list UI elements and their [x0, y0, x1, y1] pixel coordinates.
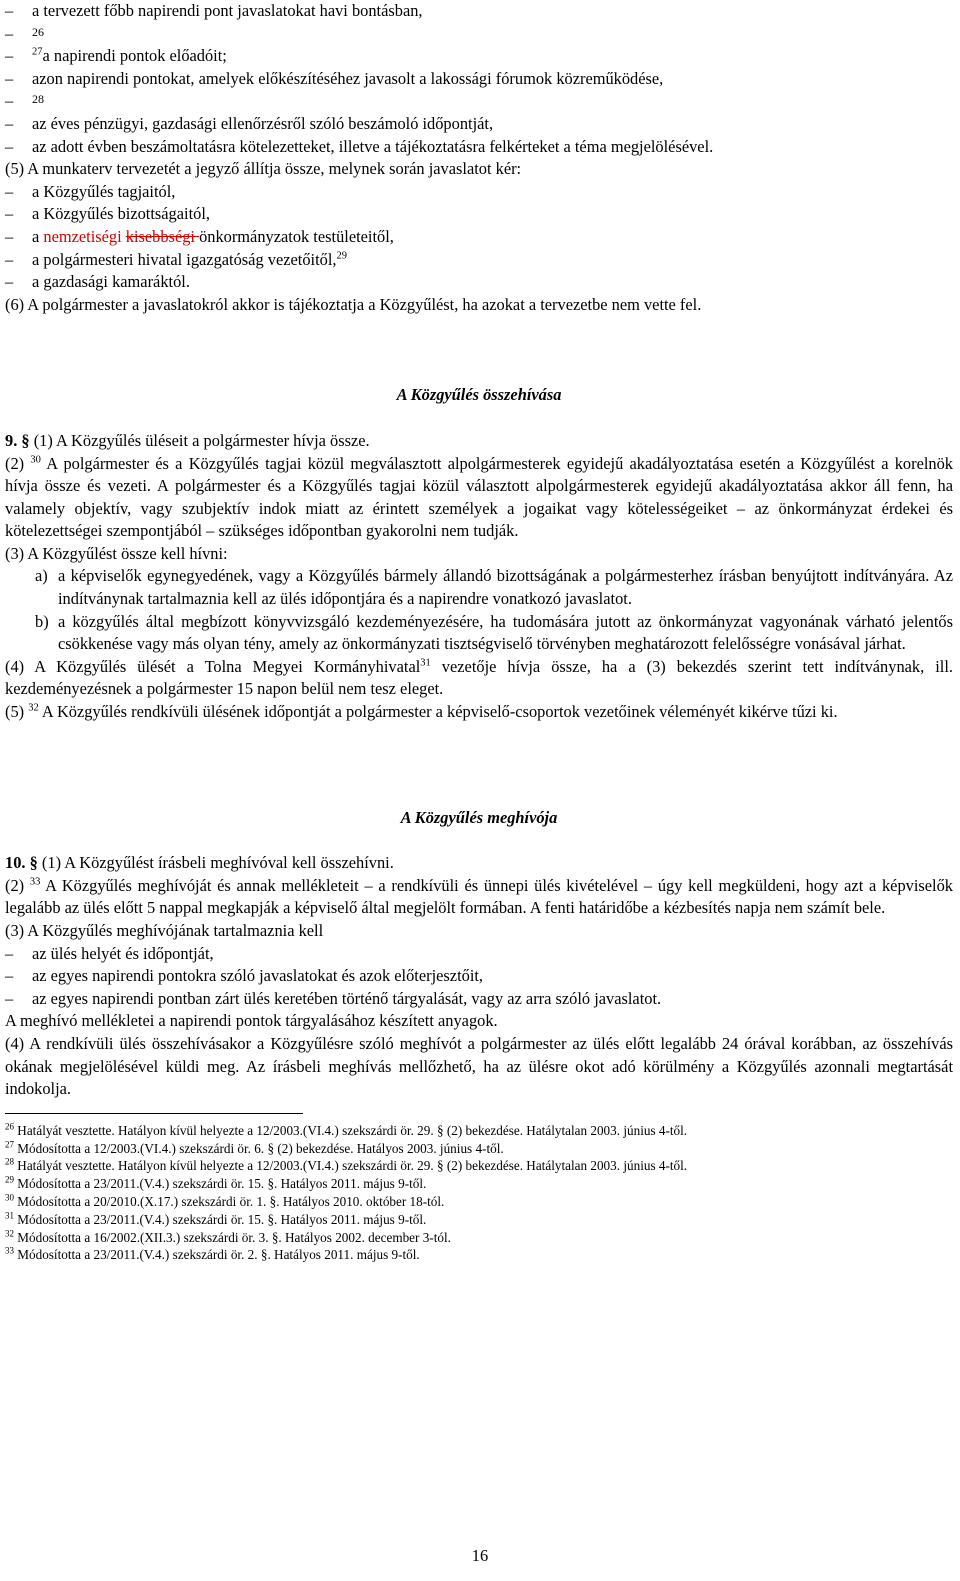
footnote-ref: 30	[30, 454, 41, 466]
text-span: A polgármester és a Közgyűlés tagjai közül megválasztott alpolgármesterek egyidejű akadályoztatása esetén a Közgyűlést a korelnök hívja össze és vezeti. A polgármester és a Közgyűlés tagjai közül választott alpolgármesterek egyidejű akadályoztatása akkor áll fenn, ha valamely objektív, vagy szubjektív indok miatt az érintett személyek a jogaikat vagy kötelességeiket – az önkormányzat érdekei és kötelezettségei szempontjából – szükséges időpontban gyakorolni nem tudják.	[5, 453, 953, 541]
list-item: – az egyes napirendi pontokra szóló javaslatokat és azok előterjesztőit,	[5, 965, 953, 988]
footnote	[5, 1140, 953, 1158]
list-item: – a tervezett főbb napirendi pont javaslatokat havi bontásban,	[5, 0, 953, 23]
footnote-number: 33	[5, 1245, 14, 1256]
footnote	[5, 1229, 953, 1247]
section-sign: §	[21, 430, 30, 450]
section-10-p4: (4) A rendkívüli ülés összehívásakor a Közgyűlésre szóló meghívót a polgármester az ülés előtt legalább 24 órával korábban, az összehívás okának megjelölésével küldi meg. Az írásbeli meghívás mellőzhető, ha az ülésre okot adó körülmény a Közgyűlés azonnali megtartását indokolja.	[5, 1033, 953, 1099]
list-item: – a Közgyűlés bizottságaitól,	[5, 203, 953, 226]
paragraph-6: (6) A polgármester a javaslatokról akkor is tájékoztatja a Közgyűlést, ha azokat a tervezetbe nem vette fel.	[5, 294, 702, 314]
section-10-p1	[5, 852, 953, 875]
list-item-repealed	[5, 23, 953, 46]
section-number: 10.	[5, 853, 26, 873]
section-number: 9.	[5, 430, 18, 450]
footnotes	[5, 1122, 953, 1264]
sub-item-b	[5, 611, 953, 656]
section-10-p3: (3) A Közgyűlés meghívójának tartalmaznia kell	[5, 921, 324, 940]
paragraph-5-intro: (5) A munkaterv tervezetét a jegyző állítja össze, melynek során javaslatot kér:	[5, 159, 522, 179]
deleted-text: kisebbségi	[125, 226, 200, 246]
footnote-ref: 31	[420, 657, 431, 669]
list-item: – az ülés helyét és időpontját,	[5, 943, 953, 966]
footnote	[5, 1193, 953, 1211]
footnote-ref: 33	[29, 876, 41, 888]
item-text: a közgyűlés által megbízott könyvvizsgáló kezdeményezésére, ha tudomására jutott az önkormányzat vagyonának várható jelentős csökkenése vagy más olyan tény, amely az önkormányzati tisztségviselő törvényben meghatározott felelősségre vonásával járhat.	[58, 611, 953, 654]
section-heading-invitation: A Közgyűlés meghívója	[400, 807, 558, 827]
text-span: a polgármesteri hivatal igazgatóság vezetőitől,	[32, 249, 337, 269]
footnote-number: 32	[5, 1228, 14, 1239]
list-item-repealed	[5, 90, 953, 113]
section-sign: §	[29, 853, 38, 873]
list-item: – a Közgyűlés tagjaitól,	[5, 181, 953, 204]
footnote	[5, 1175, 953, 1193]
footnote-text: Hatályát vesztette. Hatályon kívül helyezte a 12/2003.(VI.4.) szekszárdi ör. 29. § (2) bekezdése. Hatálytalan 2003. június 4-től.	[14, 1158, 688, 1174]
footnote-text: Módosította a 23/2011.(V.4.) szekszárdi ör. 15. §. Hatályos 2011. május 9-től.	[14, 1211, 427, 1227]
list-item: – az éves pénzügyi, gazdasági ellenőrzésről szóló beszámoló időpontját,	[5, 113, 953, 136]
footnote-number: 26	[5, 1121, 14, 1132]
text-span: (4) A Közgyűlés ülését a Tolna Megyei Kormányhivatal	[5, 656, 421, 676]
list-item: – a gazdasági kamaráktól.	[5, 271, 953, 294]
list-item: – az adott évben beszámoltatásra kötelezetteket, illetve a tájékoztatásra felkérteket a téma megjelölésével.	[5, 136, 953, 159]
item-text: a képviselők egynegyedének, vagy a Közgyűlés bármely állandó bizottságának a polgármesterhez írásban benyújtott indítványára. Az indítványnak tartalmaznia kell az ülés időpontjára és a napirendre vonatkozó javaslatot.	[58, 566, 953, 609]
list-item-text: a napirendi pontok előadóit;	[42, 46, 227, 66]
section-9-p5	[5, 701, 953, 724]
document-page	[5, 0, 953, 1264]
section-9-p1	[5, 430, 953, 453]
footnote	[5, 1246, 953, 1264]
footnote-number: 29	[5, 1174, 14, 1185]
footnote-separator	[5, 1113, 303, 1114]
list-item	[5, 45, 953, 68]
footnote-ref: 28	[32, 92, 44, 107]
list-item: – azon napirendi pontokat, amelyek előkészítéséhez javasolt a lakossági fórumok közreműködése,	[5, 68, 953, 91]
item-label: a)	[35, 566, 48, 586]
footnote-ref: 32	[28, 702, 39, 714]
footnote-ref: 29	[336, 250, 347, 262]
section-9-p4	[5, 656, 953, 701]
text-span: A Közgyűlés meghívóját és annak mellékleteit – a rendkívüli és ünnepi ülés kivételével – úgy kell megküldeni, hogy azt a képviselők legalább az ülés előtt 5 nappal megkapják a képviselő által megjelölt formában. A fenti határidőbe a kézbesítés napja nem számít bele.	[5, 875, 953, 918]
list-item	[5, 249, 953, 272]
footnote	[5, 1122, 953, 1140]
footnote-number: 30	[5, 1192, 14, 1203]
text-span: (5)	[5, 702, 25, 722]
text-span: (1) A Közgyűlést írásbeli meghívóval kell összehívni.	[37, 853, 394, 873]
text-span: (2)	[5, 875, 25, 895]
footnote-text: Módosította a 23/2011.(V.4.) szekszárdi ör. 15. §. Hatályos 2011. május 9-től.	[14, 1176, 427, 1192]
footnote-ref: 27	[32, 46, 43, 58]
list-item: – az egyes napirendi pontban zárt ülés keretében történő tárgyalását, vagy az arra szóló javaslatot.	[5, 988, 953, 1011]
section-heading-convening: A Közgyűlés összehívása	[396, 385, 562, 405]
inserted-text: nemzetiségi	[43, 226, 122, 246]
footnote	[5, 1211, 953, 1229]
item-label: b)	[35, 611, 49, 631]
footnote	[5, 1157, 953, 1175]
footnote-ref: 26	[32, 24, 44, 39]
section-9-p2	[5, 453, 953, 543]
footnote-text: Hatályát vesztette. Hatályon kívül helyezte a 12/2003.(VI.4.) szekszárdi ör. 29. § (2) bekezdése. Hatálytalan 2003. június 4-től.	[14, 1122, 688, 1138]
footnote-text: Módosította a 12/2003.(VI.4.) szekszárdi ör. 6. § (2) bekezdése. Hatályos 2003. június 4-től.	[14, 1140, 504, 1156]
footnote-text: Módosította a 16/2002.(XII.3.) szekszárdi ör. 3. §. Hatályos 2002. december 3-tól.	[14, 1229, 451, 1245]
section-9-p3: (3) A Közgyűlést össze kell hívni:	[5, 543, 228, 563]
text-span: vezetője hívja össze, ha a (3) bekezdés szerint tett indítványnak, ill. kezdeményezésnek a polgármester 15 napon belül nem tesz eleget.	[5, 656, 953, 699]
text-span: a	[32, 226, 44, 246]
text-span: A Közgyűlés rendkívüli ülésének időpontját a polgármester a képviselő-csoportok vezetőinek véleményét kikérve tűzi ki.	[38, 702, 838, 722]
footnote-text: Módosította a 23/2011.(V.4.) szekszárdi ör. 2. §. Hatályos 2011. május 9-től.	[14, 1247, 420, 1263]
list-item-amended	[5, 226, 953, 249]
section-10-p2	[5, 875, 953, 920]
footnote-number: 28	[5, 1156, 14, 1167]
text-span: (1) A Közgyűlés üléseit a polgármester hívja össze.	[29, 430, 370, 450]
footnote-number: 27	[5, 1139, 14, 1150]
text-span: önkormányzatok testületeitől,	[199, 226, 394, 246]
sub-item-a	[5, 565, 953, 610]
footnote-number: 31	[5, 1210, 14, 1221]
annex-note: A meghívó mellékletei a napirendi pontok tárgyalásához készített anyagok.	[5, 1011, 498, 1031]
footnote-text: Módosította a 20/2010.(X.17.) szekszárdi ör. 1. §. Hatályos 2010. október 18-tól.	[14, 1193, 445, 1209]
text-span: (2)	[5, 453, 25, 473]
page-number: 16	[471, 1546, 489, 1565]
